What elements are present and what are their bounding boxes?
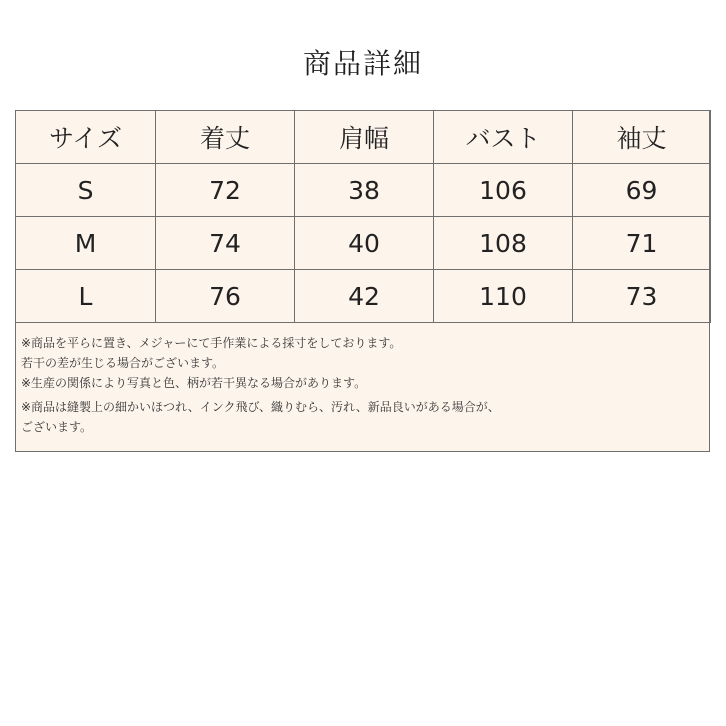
table-cell: 108 [434, 217, 573, 270]
table-cell: 42 [295, 270, 434, 323]
table-cell: S [16, 164, 156, 217]
header-sleeve: 袖丈 [573, 111, 711, 164]
table-cell: 72 [156, 164, 295, 217]
header-shoulder: 肩幅 [295, 111, 434, 164]
table-cell: 38 [295, 164, 434, 217]
table-cell: 106 [434, 164, 573, 217]
table-cell: 71 [573, 217, 711, 270]
header-bust: バスト [434, 111, 573, 164]
note-line: 若干の差が生じる場合がございます。 [21, 356, 225, 370]
table-row [16, 164, 711, 217]
notes-block [21, 333, 701, 437]
note-line: ございます。 [21, 420, 93, 434]
table-header-row [16, 111, 711, 164]
table-cell: 40 [295, 217, 434, 270]
table-cell: 74 [156, 217, 295, 270]
note-line: ※生産の関係により写真と色、柄が若干異なる場合があります。 [21, 376, 367, 390]
page-title: 商品詳細 [302, 47, 423, 80]
size-table [15, 110, 711, 323]
table-row [16, 217, 711, 270]
size-chart-panel [15, 110, 710, 452]
table-cell: 76 [156, 270, 295, 323]
note-line: ※商品は縫製上の細かいほつれ、インク飛び、織りむら、汚れ、新品良いがある場合が、 [21, 400, 500, 414]
header-length: 着丈 [156, 111, 295, 164]
note-line: ※商品を平らに置き、メジャーにて手作業による採寸をしております。 [21, 336, 402, 350]
table-cell: 110 [434, 270, 573, 323]
table-cell: 69 [573, 164, 711, 217]
table-cell: M [16, 217, 156, 270]
table-cell: L [16, 270, 156, 323]
header-size: サイズ [16, 111, 156, 164]
table-row [16, 270, 711, 323]
table-cell: 73 [573, 270, 711, 323]
